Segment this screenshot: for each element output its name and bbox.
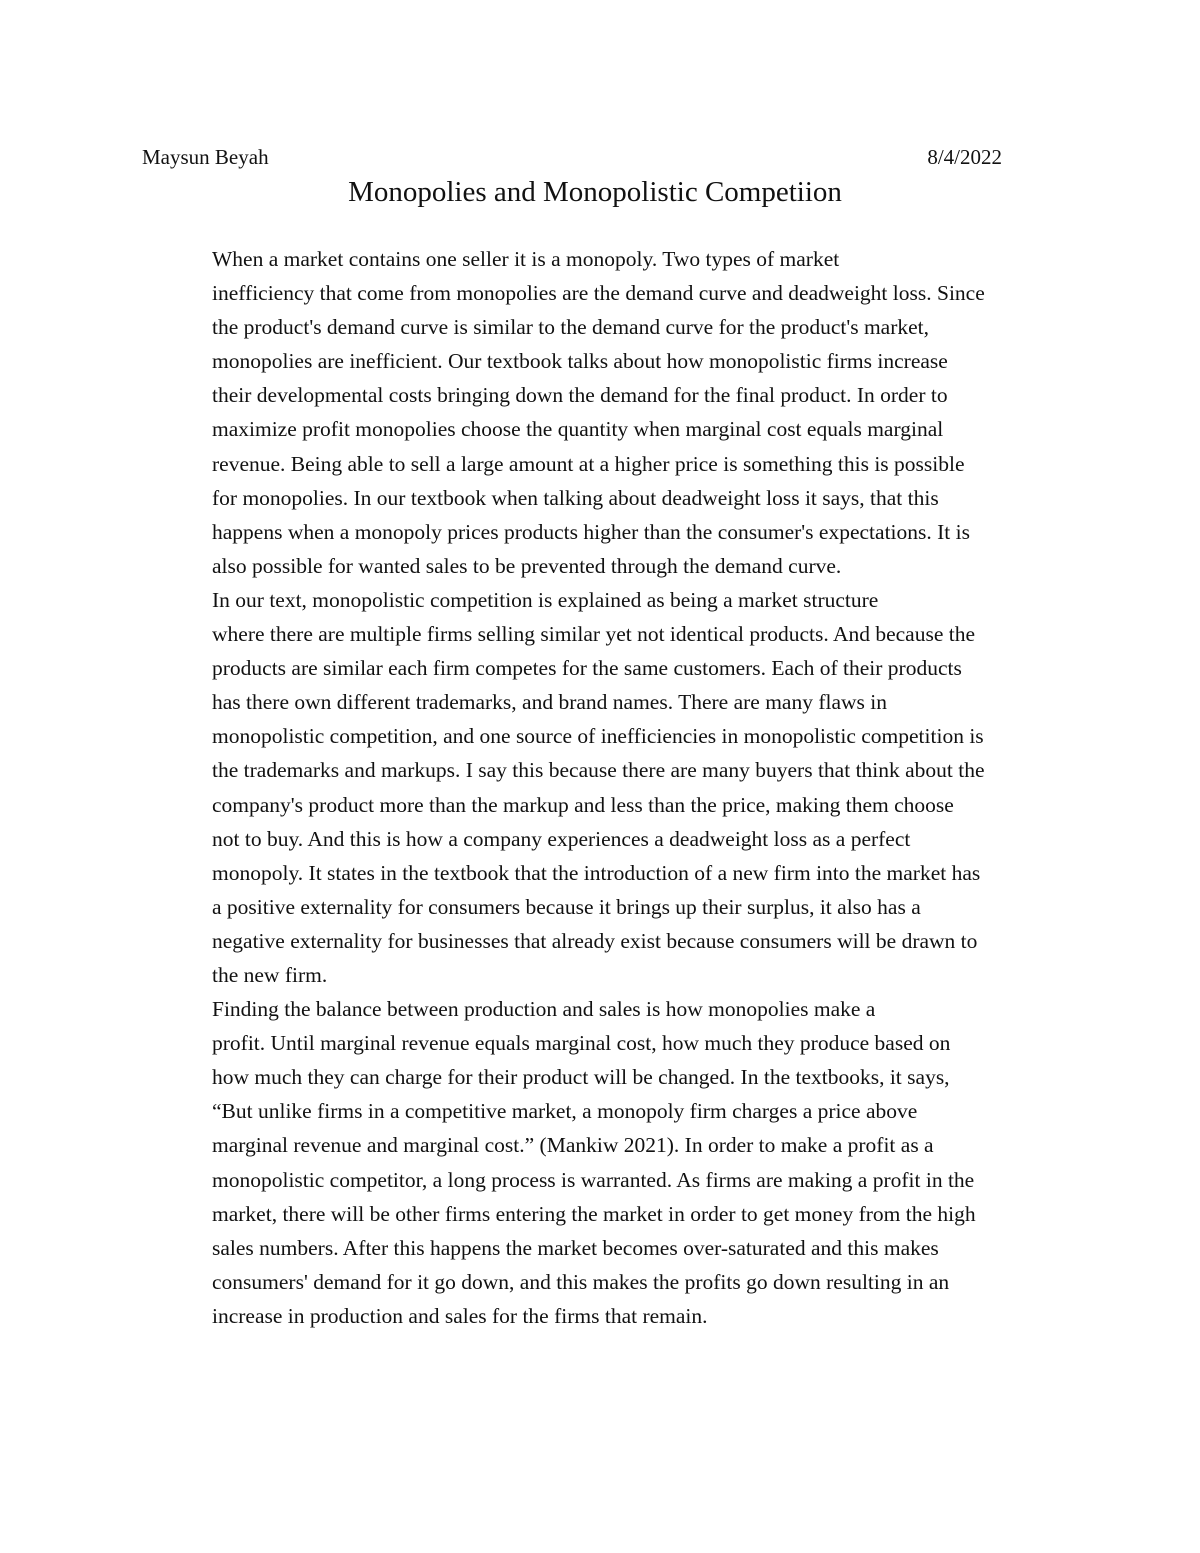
text-line: also possible for wanted sales to be prevented through the demand curve. <box>212 553 842 578</box>
text-line: how much they can charge for their product will be changed. In the textbooks, it says, <box>212 1065 950 1090</box>
text-line: When a market contains one seller it is a monopoly. Two types of market <box>212 247 840 271</box>
text-line: increase in production and sales for the firms that remain. <box>212 1303 708 1328</box>
text-line: marginal revenue and marginal cost.” (Mankiw 2021). In order to make a profit as a <box>212 1133 934 1158</box>
text-line: products are similar each firm competes for the same customers. Each of their products <box>212 656 962 681</box>
paragraph <box>142 992 1062 1333</box>
text-line: monopolistic competitor, a long process is warranted. As firms are making a profit in the <box>212 1167 975 1192</box>
text-line: not to buy. And this is how a company experiences a deadweight loss as a perfect <box>212 826 911 851</box>
text-line: company's product more than the markup and less than the price, making them choose <box>212 792 954 817</box>
text-line: happens when a monopoly prices products higher than the consumer's expectations. It is <box>212 519 970 544</box>
text-line: Finding the balance between production and sales is how monopolies make a <box>212 997 876 1022</box>
document-header <box>142 142 1002 172</box>
text-line: the new firm. <box>212 962 328 987</box>
text-line: the trademarks and markups. I say this because there are many buyers that think about the <box>212 758 985 783</box>
text-line: negative externality for businesses that already exist because consumers will be drawn to <box>212 928 978 953</box>
paragraph <box>142 583 1062 992</box>
document-title: Monopolies and Monopolistic Competiion <box>348 176 842 208</box>
text-line: a positive externality for consumers because it brings up their surplus, it also has a <box>212 894 921 919</box>
text-line: revenue. Being able to sell a large amount at a higher price is something this is possible <box>212 451 965 476</box>
text-line: monopoly. It states in the textbook that the introduction of a new firm into the market has <box>212 860 981 885</box>
text-line: monopolies are inefficient. Our textbook talks about how monopolistic firms increase <box>212 349 948 374</box>
text-line: consumers' demand for it go down, and this makes the profits go down resulting in an <box>212 1269 950 1294</box>
paragraph <box>142 242 1062 583</box>
text-line: their developmental costs bringing down the demand for the final product. In order to <box>212 383 948 408</box>
text-line: profit. Until marginal revenue equals marginal cost, how much they produce based on <box>212 1031 951 1056</box>
document-date: 8/4/2022 <box>927 145 1002 169</box>
text-line: market, there will be other firms entering the market in order to get money from the high <box>212 1201 976 1226</box>
text-line: has there own different trademarks, and brand names. There are many flaws in <box>212 690 888 715</box>
text-line: sales numbers. After this happens the market becomes over-saturated and this makes <box>212 1235 939 1260</box>
text-line: inefficiency that come from monopolies are the demand curve and deadweight loss. Since <box>212 281 985 306</box>
text-line: “But unlike firms in a competitive market, a monopoly firm charges a price above <box>212 1099 918 1124</box>
text-line: the product's demand curve is similar to the demand curve for the product's market, <box>212 315 930 340</box>
text-line: where there are multiple firms selling similar yet not identical products. And because the <box>212 622 976 647</box>
author-name: Maysun Beyah <box>142 145 269 169</box>
text-line: In our text, monopolistic competition is explained as being a market structure <box>212 587 879 612</box>
text-line: for monopolies. In our textbook when talking about deadweight loss it says, that this <box>212 485 939 510</box>
document-body <box>142 242 1062 1333</box>
text-line: maximize profit monopolies choose the quantity when marginal cost equals marginal <box>212 417 944 442</box>
text-line: monopolistic competition, and one source of inefficiencies in monopolistic competition is <box>212 724 984 749</box>
